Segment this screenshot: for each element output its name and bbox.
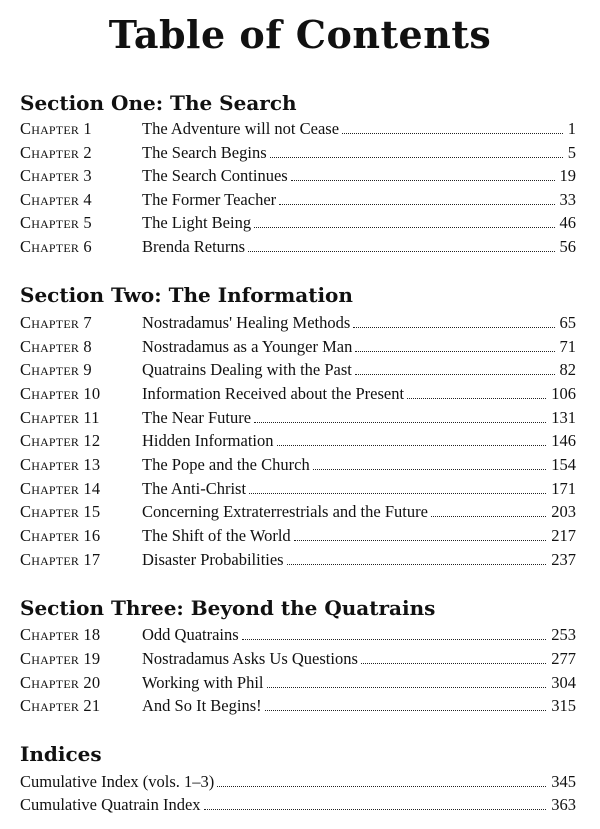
page-number: 217 (551, 526, 576, 545)
toc-row[interactable] (20, 188, 576, 211)
page-number: 106 (551, 384, 576, 403)
dot-leader (248, 251, 554, 252)
chapter-label: Chapter 5 (20, 213, 92, 232)
toc-row[interactable] (20, 770, 576, 793)
chapter-title: Hidden Information (142, 431, 274, 450)
dot-leader (217, 786, 546, 787)
toc-row[interactable] (20, 164, 576, 187)
chapter-title: The Search Begins (142, 143, 267, 162)
chapter-label: Chapter 6 (20, 237, 92, 256)
dot-leader (407, 398, 546, 399)
toc-row[interactable] (20, 406, 576, 429)
chapter-title: Nostradamus Asks Us Questions (142, 649, 358, 668)
chapter-label: Chapter 16 (20, 526, 101, 545)
dot-leader (313, 469, 547, 470)
section-heading-two: Section Two: The Information (20, 283, 353, 307)
toc-row[interactable] (20, 500, 576, 523)
chapter-label: Chapter 1 (20, 119, 92, 138)
toc-row[interactable] (20, 211, 576, 234)
page-number: 253 (551, 625, 576, 644)
chapter-label: Chapter 18 (20, 625, 101, 644)
toc-row[interactable] (20, 141, 576, 164)
chapter-label: Chapter 8 (20, 337, 92, 356)
chapter-label: Chapter 21 (20, 696, 101, 715)
page-number: 19 (559, 166, 576, 185)
chapter-title: Working with Phil (142, 673, 264, 692)
dot-leader (267, 687, 547, 688)
chapter-label: Chapter 13 (20, 455, 101, 474)
chapter-label: Chapter 4 (20, 190, 92, 209)
chapter-title: The Light Being (142, 213, 252, 232)
dot-leader (279, 204, 554, 205)
dot-leader (355, 374, 555, 375)
chapter-title: Disaster Probabilities (142, 550, 284, 569)
dot-leader (254, 422, 546, 423)
dot-leader (249, 493, 546, 494)
dot-leader (342, 133, 563, 134)
dot-leader (265, 710, 547, 711)
page-number: 345 (551, 772, 576, 791)
toc-row[interactable] (20, 524, 576, 547)
toc-row[interactable] (20, 477, 576, 500)
chapter-label: Chapter 15 (20, 502, 101, 521)
dot-leader (353, 327, 554, 328)
chapter-title: Information Received about the Present (142, 384, 405, 403)
section-heading-indices: Indices (20, 742, 102, 766)
page-number: 315 (551, 696, 576, 715)
dot-leader (277, 445, 547, 446)
chapter-title: The Former Teacher (142, 190, 277, 209)
index-title: Cumulative Index (vols. 1–3) (20, 772, 215, 791)
chapter-label: Chapter 7 (20, 313, 92, 332)
chapter-label: Chapter 11 (20, 408, 100, 427)
chapter-title: The Anti-Christ (142, 479, 247, 498)
chapter-title: Quatrains Dealing with the Past (142, 360, 352, 379)
chapter-label: Chapter 19 (20, 649, 101, 668)
dot-leader (204, 809, 547, 810)
chapter-title: Concerning Extraterrestrials and the Future (142, 502, 428, 521)
dot-leader (270, 157, 563, 158)
dot-leader (431, 516, 546, 517)
dot-leader (355, 351, 554, 352)
page-number: 46 (559, 213, 576, 232)
dot-leader (254, 227, 554, 228)
dot-leader (361, 663, 546, 664)
section-heading-three: Section Three: Beyond the Quatrains (20, 596, 436, 620)
toc-row[interactable] (20, 311, 576, 334)
toc-row[interactable] (20, 453, 576, 476)
toc-row[interactable] (20, 694, 576, 717)
chapter-title: Odd Quatrains (142, 625, 239, 644)
page-number: 171 (551, 479, 576, 498)
chapter-label: Chapter 2 (20, 143, 92, 162)
dot-leader (287, 564, 547, 565)
toc-row[interactable] (20, 235, 576, 258)
page-number: 56 (559, 237, 576, 256)
toc-row[interactable] (20, 548, 576, 571)
chapter-label: Chapter 17 (20, 550, 101, 569)
toc-row[interactable] (20, 358, 576, 381)
toc-row[interactable] (20, 117, 576, 140)
dot-leader (291, 180, 555, 181)
page-number: 65 (559, 313, 576, 332)
chapter-title: Brenda Returns (142, 237, 246, 256)
chapter-label: Chapter 12 (20, 431, 101, 450)
section-heading-one: Section One: The Search (20, 91, 297, 115)
toc-row[interactable] (20, 623, 576, 646)
index-title: Cumulative Quatrain Index (20, 795, 201, 814)
page-number: 203 (551, 502, 576, 521)
toc-row[interactable] (20, 671, 576, 694)
page-number: 277 (551, 649, 576, 668)
toc-row[interactable] (20, 382, 576, 405)
page-number: 1 (567, 119, 576, 138)
chapter-title: The Adventure will not Cease (142, 119, 340, 138)
chapter-label: Chapter 10 (20, 384, 101, 403)
page-number: 33 (559, 190, 576, 209)
dot-leader (242, 639, 547, 640)
chapter-label: Chapter 3 (20, 166, 92, 185)
page-number: 154 (551, 455, 576, 474)
dot-leader (294, 540, 547, 541)
page-number: 71 (559, 337, 576, 356)
chapter-label: Chapter 9 (20, 360, 92, 379)
page-number: 146 (551, 431, 576, 450)
toc-row[interactable] (20, 793, 576, 816)
page-number: 237 (551, 550, 576, 569)
chapter-title: The Pope and the Church (142, 455, 310, 474)
chapter-title: The Shift of the World (142, 526, 291, 545)
chapter-title: Nostradamus as a Younger Man (142, 337, 353, 356)
chapter-title: And So It Begins! (142, 696, 262, 715)
toc-row[interactable] (20, 647, 576, 670)
page-number: 131 (551, 408, 576, 427)
chapter-title: The Search Continues (142, 166, 288, 185)
chapter-label: Chapter 14 (20, 479, 101, 498)
chapter-title: Nostradamus' Healing Methods (142, 313, 351, 332)
toc-row[interactable] (20, 429, 576, 452)
page-number: 304 (551, 673, 576, 692)
chapter-label: Chapter 20 (20, 673, 101, 692)
toc-row[interactable] (20, 335, 576, 358)
page-title: Table of Contents (108, 12, 492, 57)
page-number: 5 (567, 143, 576, 162)
chapter-title: The Near Future (142, 408, 252, 427)
page-number: 82 (559, 360, 576, 379)
page-number: 363 (551, 795, 576, 814)
